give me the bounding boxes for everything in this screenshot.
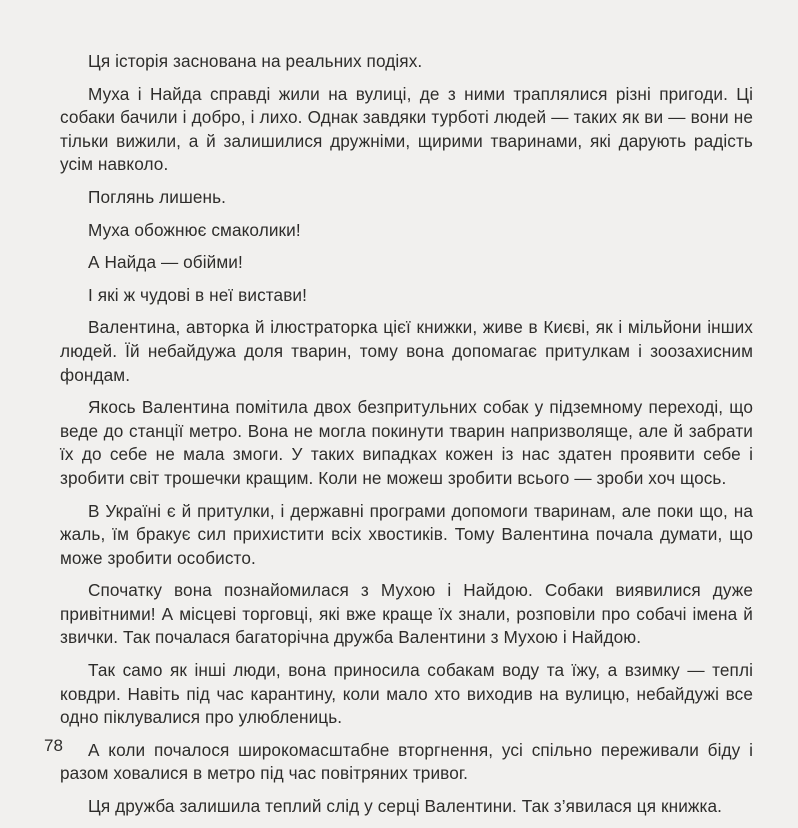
paragraph-dogs-lived-on-street: Муха і Найда справді жили на вулиці, де з ними траплялися різні пригоди. Ці собаки бачили і добро, і лихо. Однак завдяки турботі людей — таких як ви — вони не тільки вижили, а й залишилися дружніми, щирими тваринами, які дарують радість усім навколо. [60,83,753,175]
paragraph-look: Поглянь лишень. [88,186,227,207]
paragraph-underpass: Якось Валентина помітила двох безпритульних собак у підземному переході, що веде до станції метро. Вона не могла покинути тварин напризволяще, але й забрати їх до себе не мала змоги. У таких випадках кожен із нас здатен проявити себе і зробити світ трошечки кращим. Коли не можеш зробити всього — зроби хоч щось. [60,397,753,488]
paragraph-intro: Ця історія заснована на реальних подіях. [88,51,423,71]
paragraph-author: Валентина, авторка й ілюстраторка цієї книжки, живе в Києві, як і мільйони інших людей. Їй небайдужа доля тварин, тому вона допомагає притулкам і зоозахисним фондам. [60,317,753,385]
paragraph-friendship-start: Спочатку вона познайомилася з Мухою і Найдою. Собаки виявилися дуже привітними! А місцеві торговці, які вже краще їх знали, розповіли про собачі імена й звички. Так почалася багаторічна дружба Валентини з Мухою і Найдою. [60,580,753,648]
paragraph-shelters: В Україні є й притулки, і державні програми допомоги тваринам, але поки що, на жаль, їм бракує сил прихистити всіх хвостиків. Тому Валентина почала думати, що може зробити особисто. [60,500,753,568]
paragraph-shows: І які ж чудові в неї вистави! [88,284,308,305]
paragraph-invasion: А коли почалося широкомасштабне вторгнення, усі спільно переживали біду і разом ховалися в метро під час повітряних тривог. [60,739,753,784]
paragraph-care: Так само як інші люди, вона приносила собакам воду та їжу, а взимку — теплі ковдри. Навіть під час карантину, коли мало хто виходив на вулицю, небайдужі все одно піклувалися про улюблениць. [60,660,753,728]
paragraph-mukha-treats: Муха обожнює смаколики! [88,219,301,240]
page-number: 78 [44,736,63,755]
paragraph-book-origin: Ця дружба залишила теплий слід у серці Валентини. Так з’явилася ця книжка. [88,796,723,817]
page-text-block [60,50,753,828]
paragraph-naida-hugs: А Найда — обійми! [88,252,243,273]
